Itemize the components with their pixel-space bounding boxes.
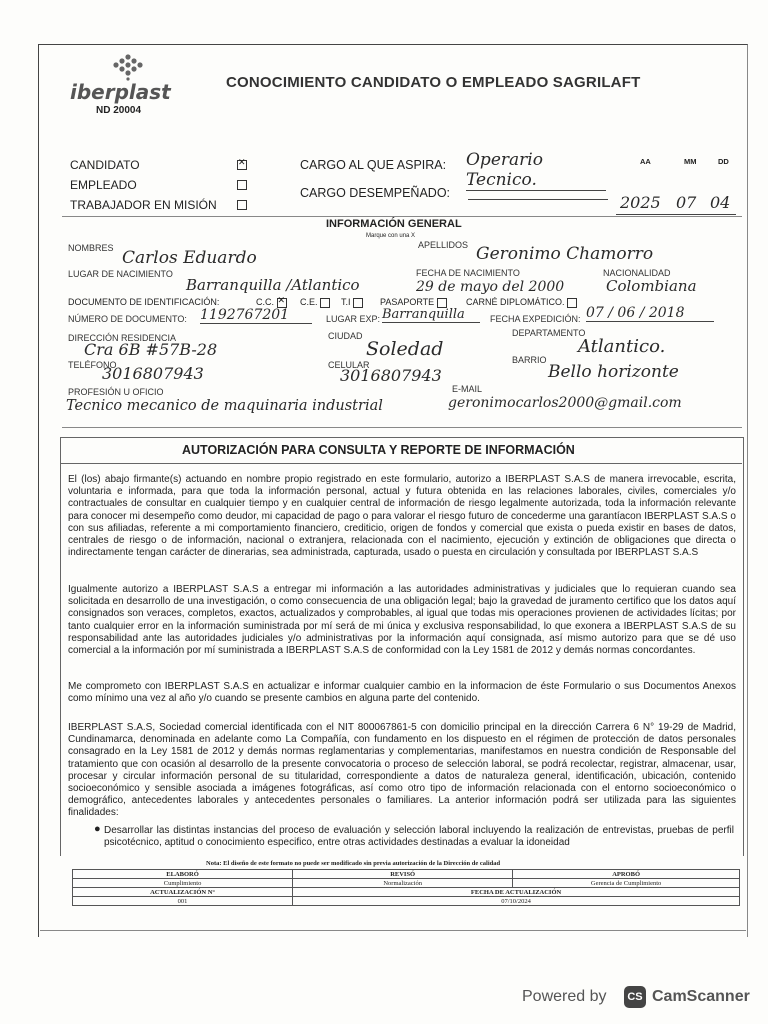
- departamento-label: DEPARTAMENTO: [512, 328, 586, 338]
- authorization-p4: IBERPLAST S.A.S, Sociedad comercial identificada con el NIT 800067861-5 con domicilio principal en la dirección Carrera 6 N° 19-29 de Madrid, Cundinamarca, denominada en adelante como La Compañía, con fundamento en los dispuesto en el régimen de protección de datos personales consagrado en la Ley 1581 de 2012 y demás normas reglamentarias y complementarias, manifestamos en nuestra condición de Responsable del tratamiento que con ocasión al desarrollo de la presente convocatoria o proceso de selección laboral, se podrá recolectar, registrar, almacenar, usar, procesar y circular información personal de su titularidad, correspondiente a datos de naturaleza general, identificación, ubicación, contenido socioeconómico y sensible asociada a imágenes fotográficas, así como otro tipo de información relacionada con el entorno socioeconómico o demográfico, antecedentes laborales y antecedentes personales o familiares. La anterior información podrá ser utilizada para las siguientes finalidades:: [68, 722, 736, 819]
- date-underline: [616, 214, 736, 215]
- cargo-aspira-value[interactable]: Operario Tecnico.: [466, 150, 606, 191]
- doc-ce[interactable]: C.E.: [300, 297, 330, 308]
- cargo-aspira-label: CARGO AL QUE ASPIRA:: [300, 158, 447, 172]
- footer-v-reviso: Normalización: [293, 879, 513, 888]
- camscanner-icon: CS: [624, 986, 646, 1008]
- footer-v-elaboro: Cumplimiento: [73, 879, 293, 888]
- ciudad-label: CIUDAD: [328, 331, 363, 341]
- footer-v-actualizacion: 001: [73, 897, 293, 906]
- checkbox-trabajador[interactable]: [237, 200, 247, 210]
- nombres-label: NOMBRES: [68, 243, 114, 253]
- powered-by-text: Powered by: [522, 988, 607, 1005]
- email-label: E-MAIL: [452, 384, 483, 394]
- footer-v-fecha: 07/10/2024: [293, 897, 740, 906]
- apellidos-label: APELLIDOS: [418, 240, 469, 250]
- footer-h-fecha: FECHA DE ACTUALIZACIÓN: [293, 888, 740, 897]
- fecha-exp-value[interactable]: 07 / 06 / 2018: [586, 305, 714, 322]
- doc-label: DOCUMENTO DE IDENTIFICACIÓN:: [68, 297, 220, 307]
- footer-h-elaboro: ELABORÓ: [73, 870, 293, 879]
- telefono-value[interactable]: 3016807943: [102, 364, 204, 383]
- footer-v-aprobo: Gerencia de Cumplimiento: [513, 879, 740, 888]
- bullet-dot: ●: [94, 823, 101, 835]
- logo-icon: [108, 52, 148, 82]
- authorization-p2: Igualmente autorizo a IBERPLAST S.A.S a entregar mi información a las autoridades administrativas y judiciales que lo requieran cuando sea solicitada en desarrollo de una investigación, o como consecuencia de una obligación legal; bajo la gravedad de juramento certifico que los datos aquí consignados son veraces, completos, exactos, actualizados y comprobables, al igual que todas mis operaciones provienen de actividades lícitas; por tanto cualquier error en la información suministrada por mí será de mi única y exclusiva responsabilidad, lo que exonera a IBERPLAST S.A.S de su responsabilidad ante las autoridades judiciales y/o administrativas por la información aquí consignada, así mismo autorizo para que se dé uso comercial a la información por mí suministrada a IBERPLAST S.A.S de conformidad con la Ley 1581 de 2012 y demás normas concordantes.: [68, 584, 736, 657]
- nacionalidad-label: NACIONALIDAD: [603, 268, 671, 278]
- form-code: ND 20004: [96, 105, 142, 116]
- num-doc-label: NÚMERO DE DOCUMENTO:: [68, 314, 187, 324]
- ciudad-value[interactable]: Soledad: [366, 338, 444, 360]
- camscanner-brand: CamScanner: [652, 988, 750, 1005]
- direccion-value[interactable]: Cra 6B #57B-28: [84, 340, 218, 359]
- page-bottom-line: [40, 930, 746, 931]
- celular-label: CELULAR: [328, 360, 370, 370]
- fecha-nac-value[interactable]: 29 de mayo del 2000: [416, 279, 565, 295]
- fecha-exp-label: FECHA EXPEDICIÓN:: [490, 314, 581, 324]
- nacionalidad-value[interactable]: Colombiana: [606, 277, 697, 295]
- lugar-nac-value[interactable]: Barranquilla /Atlantico: [186, 276, 360, 294]
- authorization-p1: El (los) abajo firmante(s) actuando en nombre propio registrado en este formulario, autorizo a IBERPLAST S.A.S de manera irrevocable, escrita, voluntaria e informada, para que toda la información personal, actual y futura obtenida en las relaciones laborales, civiles, comerciales y/o contractuales de consultar en cualquier tiempo y en cualquier central de información de riesgo legalmente autorizada, toda la información relevante para conocer mi desempeño como deudor, mi capacidad de pago o para valorar el riesgo futuro de concederme una garantíacon IBERPLAST S.A.S o con sus afiliadas, referente a mi comportamiento financiero, crediticio, origen de fondos y comercial que exista o pueda existir en bases de datos, centrales de riesgo o de información, nacional o extranjera, relacionada con el nacimiento, ejecución y extinción de obligaciones que directa o indirectamente tengan carácter de dinerarias, sea administrada, capturada, usado o puesta en circulación y consultada por IBERPLAST S.A.S: [68, 474, 736, 559]
- doc-pasaporte[interactable]: PASAPORTE: [380, 297, 447, 308]
- num-doc-value[interactable]: 1192767201: [200, 307, 312, 324]
- cargo-desempenado-field[interactable]: [468, 198, 608, 200]
- logo-text: iberplast: [70, 80, 171, 104]
- cargo-desempenado-label: CARGO DESEMPEÑADO:: [300, 186, 451, 200]
- lugar-exp-value[interactable]: Barranquilla: [382, 307, 480, 323]
- telefono-label: TELÉFONO: [68, 360, 117, 370]
- option-candidato[interactable]: CANDIDATO ✕: [70, 158, 250, 172]
- departamento-value[interactable]: Atlantico.: [578, 336, 666, 357]
- footer-table: [72, 869, 740, 906]
- page-title: CONOCIMIENTO CANDIDATO O EMPLEADO SAGRILAFT: [226, 74, 641, 91]
- checkbox-ce[interactable]: [320, 298, 330, 308]
- footer-h-actualizacion: ACTUALIZACIÓN N°: [73, 888, 293, 897]
- lugar-nac-label: LUGAR DE NACIMIENTO: [68, 269, 173, 279]
- checkbox-candidato[interactable]: [237, 160, 247, 170]
- doc-cc[interactable]: C.C. ✕: [256, 297, 287, 308]
- option-trabajador[interactable]: TRABAJADOR EN MISIÓN: [70, 198, 250, 212]
- authorization-title: AUTORIZACIÓN PARA CONSULTA Y REPORTE DE INFORMACIÓN: [182, 443, 575, 457]
- nombres-value[interactable]: Carlos Eduardo: [122, 248, 257, 268]
- option-empleado[interactable]: EMPLEADO: [70, 178, 250, 192]
- checkbox-empleado[interactable]: [237, 180, 247, 190]
- general-title: INFORMACIÓN GENERAL: [326, 218, 462, 230]
- celular-value[interactable]: 3016807943: [340, 366, 442, 385]
- doc-carne[interactable]: CARNÉ DIPLOMÁTICO.: [466, 297, 577, 308]
- lugar-exp-label: LUGAR EXP:: [326, 314, 381, 324]
- email-value[interactable]: geronimocarlos2000@gmail.com: [448, 395, 682, 411]
- general-subtitle: Marque con una X: [366, 233, 416, 239]
- profesion-value[interactable]: Tecnico mecanico de maquinaria industrial: [66, 398, 383, 414]
- checkbox-carne[interactable]: [567, 298, 577, 308]
- doc-ti[interactable]: T.I: [341, 297, 363, 308]
- footer-h-reviso: REVISÓ: [293, 870, 513, 879]
- authorization-p3: Me comprometo con IBERPLAST S.A.S en actualizar e informar cualquier cambio en la informacion de éste Formulario o sus Documentos Anexos como mínimo una vez al año y/o cuando se presente cambios en alguna parte del contenido.: [68, 681, 736, 705]
- company-logo: [70, 52, 185, 118]
- barrio-label: BARRIO: [512, 355, 547, 365]
- checkbox-ti[interactable]: [353, 298, 363, 308]
- profesion-label: PROFESIÓN U OFICIO: [68, 387, 164, 397]
- direccion-label: DIRECCIÓN RESIDENCIA: [68, 333, 177, 343]
- fecha-nac-label: FECHA DE NACIMIENTO: [416, 268, 520, 278]
- footer-note: Nota: El diseño de este formato no puede ser modificado sin previa autorización de la Dirección de calidad: [206, 860, 501, 867]
- apellidos-value[interactable]: Geronimo Chamorro: [476, 244, 654, 264]
- authorization-bullet1: Desarrollar las distintas instancias del proceso de evaluación y selección laboral incluyendo la realización de entrevistas, pruebas de perfil psicotécnico, aptitud o conocimiento especifico, entre otras actividades destinadas a evaluar la idoneidad: [104, 825, 734, 849]
- footer-h-aprobo: APROBÓ: [513, 870, 740, 879]
- barrio-value[interactable]: Bello horizonte: [548, 362, 679, 382]
